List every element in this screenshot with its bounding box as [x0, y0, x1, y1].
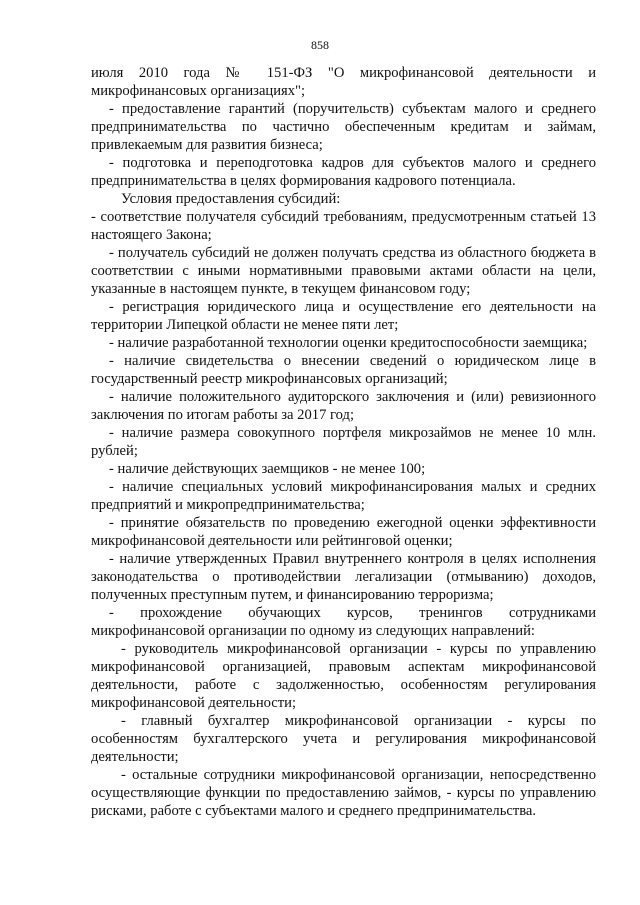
document-body: [91, 64, 596, 820]
paragraph: - наличие действующих заемщиков - не менее 100;: [109, 461, 426, 477]
paragraph: - регистрация юридического лица и осуществление его деятельности на территории Липецкой области не менее пяти лет;: [91, 299, 596, 333]
paragraph: - получатель субсидий не должен получать средства из областного бюджета в соответствии с иными нормативными правовыми актами области на цели, указанные в настоящем пункте, в текущем финансовом году;: [91, 245, 596, 297]
paragraph: - соответствие получателя субсидий требованиям, предусмотренным статьей 13 настоящего Закона;: [91, 209, 596, 243]
paragraph: - прохождение обучающих курсов, тренингов сотрудниками микрофинансовой организации по одному из следующих направлений:: [91, 605, 596, 639]
paragraph: - руководитель микрофинансовой организации - курсы по управлению микрофинансовой организацией, правовым аспектам микрофинансовой деятельности, работе с задолженностью, особенностям регулирования микрофинансовой деятельности;: [91, 641, 596, 711]
paragraph: - подготовка и переподготовка кадров для субъектов малого и среднего предпринимательства в целях формирования кадрового потенциала.: [91, 155, 596, 189]
paragraph: - наличие утвержденных Правил внутреннего контроля в целях исполнения законодательства о противодействии легализации (отмыванию) доходов, полученных преступным путем, и финансированию терроризма;: [91, 551, 596, 603]
paragraph: - наличие специальных условий микрофинансирования малых и средних предприятий и микропредпринимательства;: [91, 479, 596, 513]
paragraph: Условия предоставления субсидий:: [121, 191, 341, 207]
page-number: 858: [311, 38, 329, 52]
paragraph: - принятие обязательств по проведению ежегодной оценки эффективности микрофинансовой деятельности или рейтинговой оценки;: [91, 515, 596, 549]
paragraph: июля 2010 года № 151-ФЗ "О микрофинансовой деятельности и микрофинансовых организациях";: [91, 65, 596, 99]
paragraph: - предоставление гарантий (поручительств) субъектам малого и среднего предпринимательства по частично обеспеченным кредитам и займам, привлекаемым для развития бизнеса;: [91, 101, 596, 153]
paragraph: - наличие разработанной технологии оценки кредитоспособности заемщика;: [109, 335, 588, 351]
paragraph: - наличие размера совокупного портфеля микрозаймов не менее 10 млн. рублей;: [91, 425, 596, 459]
paragraph: - главный бухгалтер микрофинансовой организации - курсы по особенностям бухгалтерского учета и регулирования микрофинансовой деятельности;: [91, 713, 596, 765]
paragraph: - наличие положительного аудиторского заключения и (или) ревизионного заключения по итогам работы за 2017 год;: [91, 389, 596, 423]
paragraph: - наличие свидетельства о внесении сведений о юридическом лице в государственный реестр микрофинансовых организаций;: [91, 353, 596, 387]
paragraph: - остальные сотрудники микрофинансовой организации, непосредственно осуществляющие функции по предоставлению займов, - курсы по управлению рисками, работе с субъектами малого и среднего предпринимательства.: [91, 767, 596, 819]
